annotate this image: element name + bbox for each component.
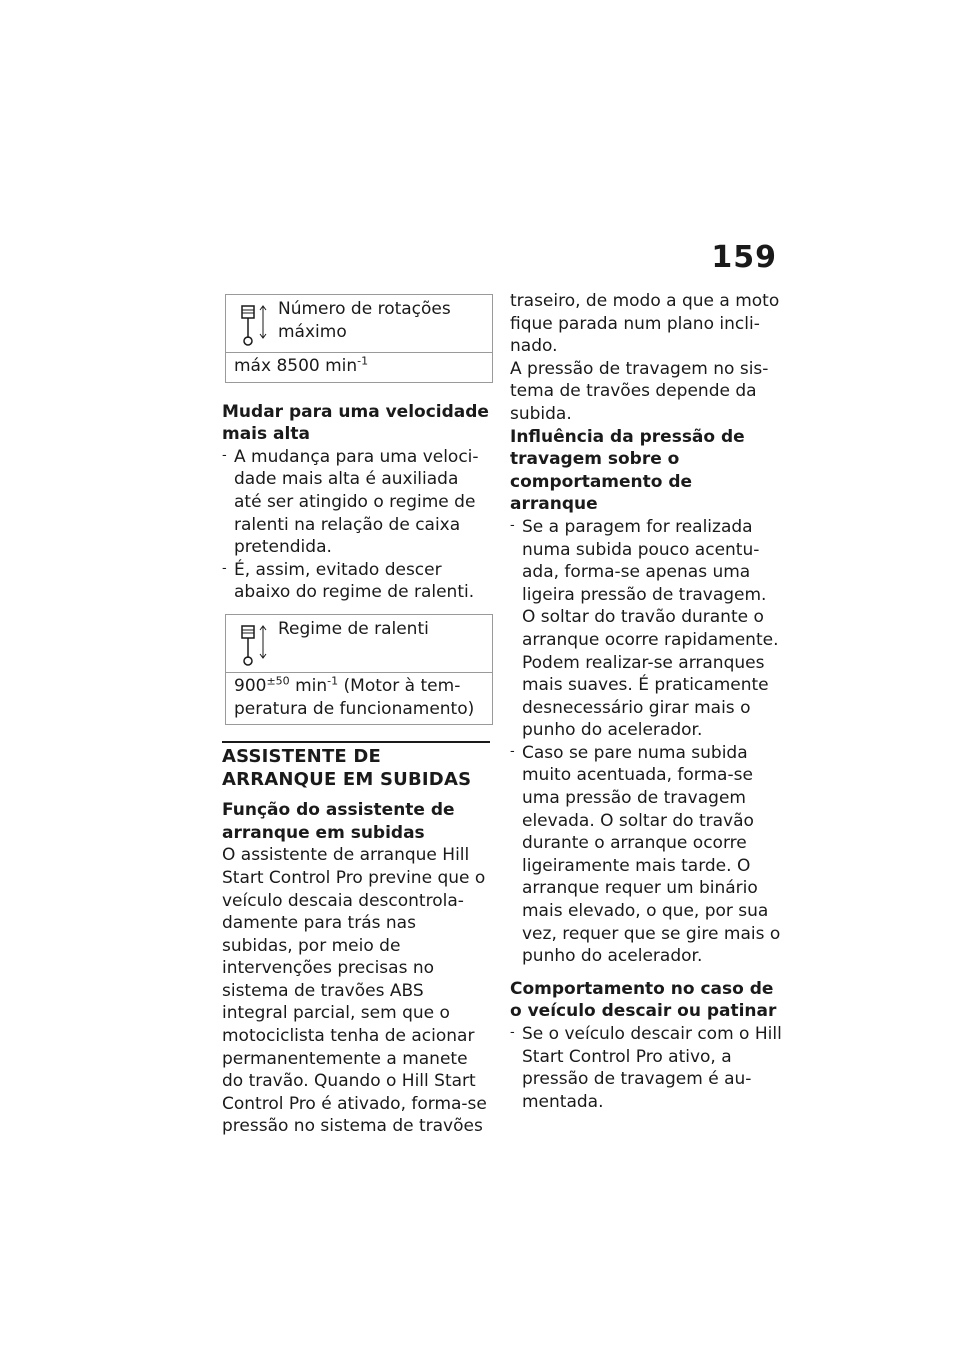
body-paragraph: traseiro, de modo a que a moto fique parada num plano inclinado. bbox=[510, 291, 780, 357]
spec-value bbox=[226, 353, 492, 382]
page-number: 159 bbox=[711, 240, 777, 275]
spec-value-text: máx 8500 min bbox=[234, 356, 358, 376]
spec-title: Regime de ralenti bbox=[278, 618, 429, 639]
engine-piston-icon bbox=[240, 624, 268, 668]
idle-tolerance: ±50 bbox=[266, 674, 290, 688]
right-column bbox=[510, 290, 782, 1113]
list-item: - A mudança para uma velocidade mais alta é auxiliada até ser atingido o regime de ralenti na relação de caixa pretendida. bbox=[222, 446, 490, 559]
heading-upshift: Mudar para uma velocidade mais alta bbox=[222, 401, 489, 445]
left-column bbox=[222, 294, 490, 1138]
spec-title: Número de rotações máximo bbox=[278, 299, 451, 342]
spec-box-header bbox=[226, 295, 492, 353]
spec-box-idle-speed bbox=[225, 614, 493, 725]
spec-box-header bbox=[226, 615, 492, 673]
heading-hill-start-function: Função do assistente de arranque em subidas bbox=[222, 800, 455, 843]
list-item: - Caso se pare numa subida muito acentuada, forma-se uma pressão de travagem elevada. O soltar do travão durante o arranque ocorre ligeiramente mais tarde. O arranque requer um binário mais elevado, o que, por sua vez, requer que se gire mais o punho do acelerador. bbox=[510, 742, 782, 968]
list-item: - Se a paragem for realizada numa subida pouco acentuada, forma-se apenas uma ligeira pressão de travagem. O soltar do travão durante o arranque ocorre rapidamente. Podem realizar-se arranques mais suaves. É praticamente desnecessário girar mais o punho do acelerador. bbox=[510, 516, 782, 742]
body-paragraph: A pressão de travagem no sistema de travões depende da subida. bbox=[510, 358, 769, 424]
spec-value-exponent: -1 bbox=[357, 354, 369, 368]
idle-value: 900 bbox=[234, 675, 267, 696]
heading-brake-pressure: Influência da pressão de travagem sobre o comportamento de arranque bbox=[510, 426, 745, 515]
engine-piston-icon bbox=[240, 304, 268, 348]
spec-value bbox=[226, 673, 492, 724]
list-item: - É, assim, evitado descer abaixo do regime de ralenti. bbox=[222, 559, 490, 604]
rollback-list bbox=[510, 1023, 782, 1113]
heading-rollback: Comportamento no caso de o veículo descair ou patinar bbox=[510, 978, 777, 1022]
list-item: - Se o veículo descair com o Hill Start Control Pro ativo, a pressão de travagem é aumentada. bbox=[510, 1023, 782, 1113]
upshift-list bbox=[222, 446, 490, 604]
idle-condition: (Motor à temperatura de funcionamento) bbox=[234, 675, 475, 719]
spec-box-max-rpm bbox=[225, 294, 493, 383]
spec-value-exponent: -1 bbox=[327, 674, 339, 688]
body-paragraph: O assistente de arranque Hill Start Control Pro previne que o veículo descaia descontroladamente para trás nas subidas, por meio de intervenções precisas no sistema de travões ABS integral parcial, sem que o motociclista tenha de acionar permanentemente a manete do travão. Quando o Hill Start Control Pro é ativado, forma-se pressão no sistema de travões bbox=[222, 845, 487, 1137]
idle-unit: min bbox=[289, 675, 328, 696]
brake-pressure-list bbox=[510, 516, 782, 968]
section-title: ASSISTENTE DE ARRANQUE EM SUBIDAS bbox=[222, 741, 490, 791]
